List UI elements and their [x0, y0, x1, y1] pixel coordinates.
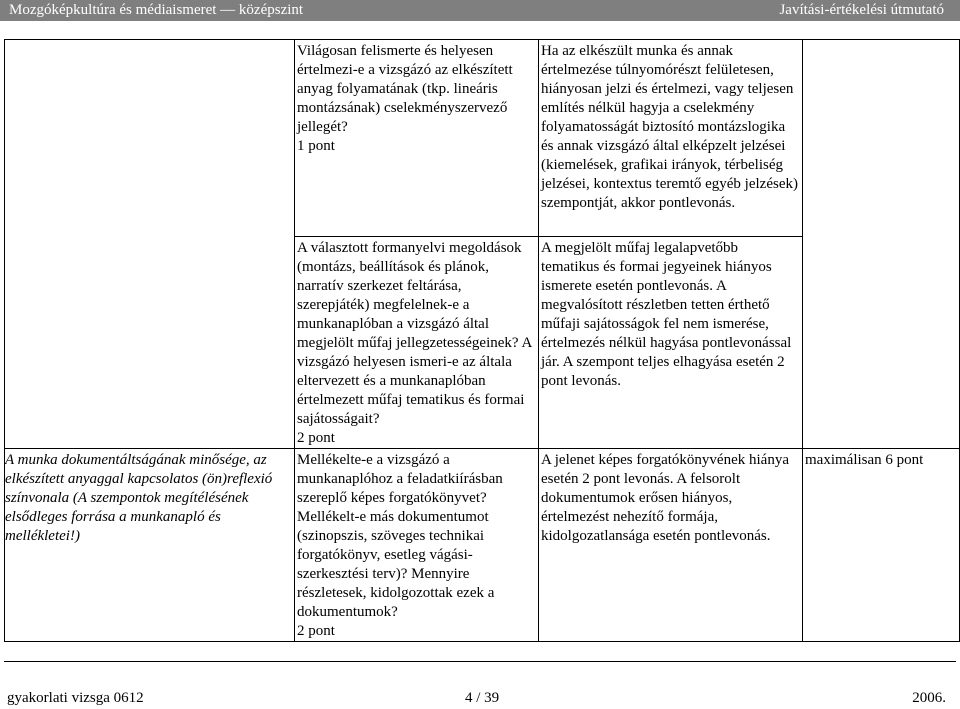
footer-exam-code: gyakorlati vizsga 0612 [7, 690, 144, 706]
criterion-text: A munka dokumentáltságának minősége, az elkészített anyaggal kapcsolatos (ön)reflexió színvonala (A szempontok megítélésének elsődleges forrása a munkanapló és mellékletei!) [5, 452, 273, 544]
deduction-text: A jelenet képes forgatókönyvének hiánya esetén 2 pont levonás. A felsorolt dokumentumok erősen hiányos, értelmezést nehezítő formája, kidolgozatlansága esetén pontlevonás. [541, 452, 789, 544]
question-cell [295, 40, 539, 237]
evaluation-table [4, 39, 960, 642]
deduction-cell [539, 449, 803, 642]
question-cell [295, 449, 539, 642]
question-text: A választott formanyelvi megoldások (montázs, beállítások és plánok, narratív szerkezet feltárása, szerepjáték) megfelelnek-e a munkanaplóban a vizsgázó által megjelölt műfaj jellegzetességeinek? A vizsgázó helyesen ismeri-e az általa eltervezett és a munkanaplóban értelmezett műfaj tematikus és formai sajátosságait? [297, 240, 532, 427]
deduction-text: Ha az elkészült munka és annak értelmezése túlnyomórészt felületesen, hiányosan jelzi és értelmezi, vagy teljesen említés nélkül hagyja a cselekmény folyamatosságát biztosító montázslogika és annak vizsgázó által elképzelt jelzései (kiemelések, grafikai irányok, térbeliség jelzései, kontextus teremtő egyéb jelzések) szempontját, akkor pontlevonás. [541, 43, 798, 211]
max-points-cell-empty [803, 40, 960, 449]
footer-year: 2006. [912, 690, 946, 706]
criterion-cell-empty [5, 40, 295, 449]
question-cell [295, 237, 539, 449]
points-label: 2 pont [297, 623, 335, 639]
criterion-cell [5, 449, 295, 642]
question-text: Világosan felismerte és helyesen értelmezi-e a vizsgázó az elkészített anyag folyamatának (tkp. lineáris montázsának) cselekményszervező jellegét? [297, 43, 513, 135]
footer-page-number: 4 / 39 [465, 690, 500, 706]
deduction-cell [539, 237, 803, 449]
max-points-cell [803, 449, 960, 642]
question-text: Mellékelte-e a vizsgázó a munkanaplóhoz a feladatkiírásban szereplő képes forgatókönyvet? Mellékelt-e más dokumentumot (szinopszis, szöveges technikai forgatókönyv, esetleg vágási-szerkesztési terv)? Mennyire részletesek, kidolgozottak ezek a dokumentumok? [297, 452, 503, 620]
deduction-text: A megjelölt műfaj legalapvetőbb tematikus és formai jegyeinek hiányos ismerete esetén pontlevonás. A megvalósított részletben tetten érthető műfaji sajátosságok fel nem ismerése, értelmezés nélkül hagyása pontlevonással jár. A szempont teljes elhagyása esetén 2 pont levonás. [541, 240, 792, 389]
header-subject: Mozgóképkultúra és médiaismeret — középszint [9, 2, 304, 18]
table-row [5, 449, 960, 642]
max-points-text: maximálisan 6 pont [805, 452, 924, 468]
table-row [5, 40, 960, 237]
points-label: 1 pont [297, 138, 335, 154]
deduction-cell [539, 40, 803, 237]
header-doc-type: Javítási-értékelési útmutató [779, 2, 944, 18]
points-label: 2 pont [297, 430, 335, 446]
footer-divider [4, 661, 956, 662]
page-header [0, 0, 960, 21]
